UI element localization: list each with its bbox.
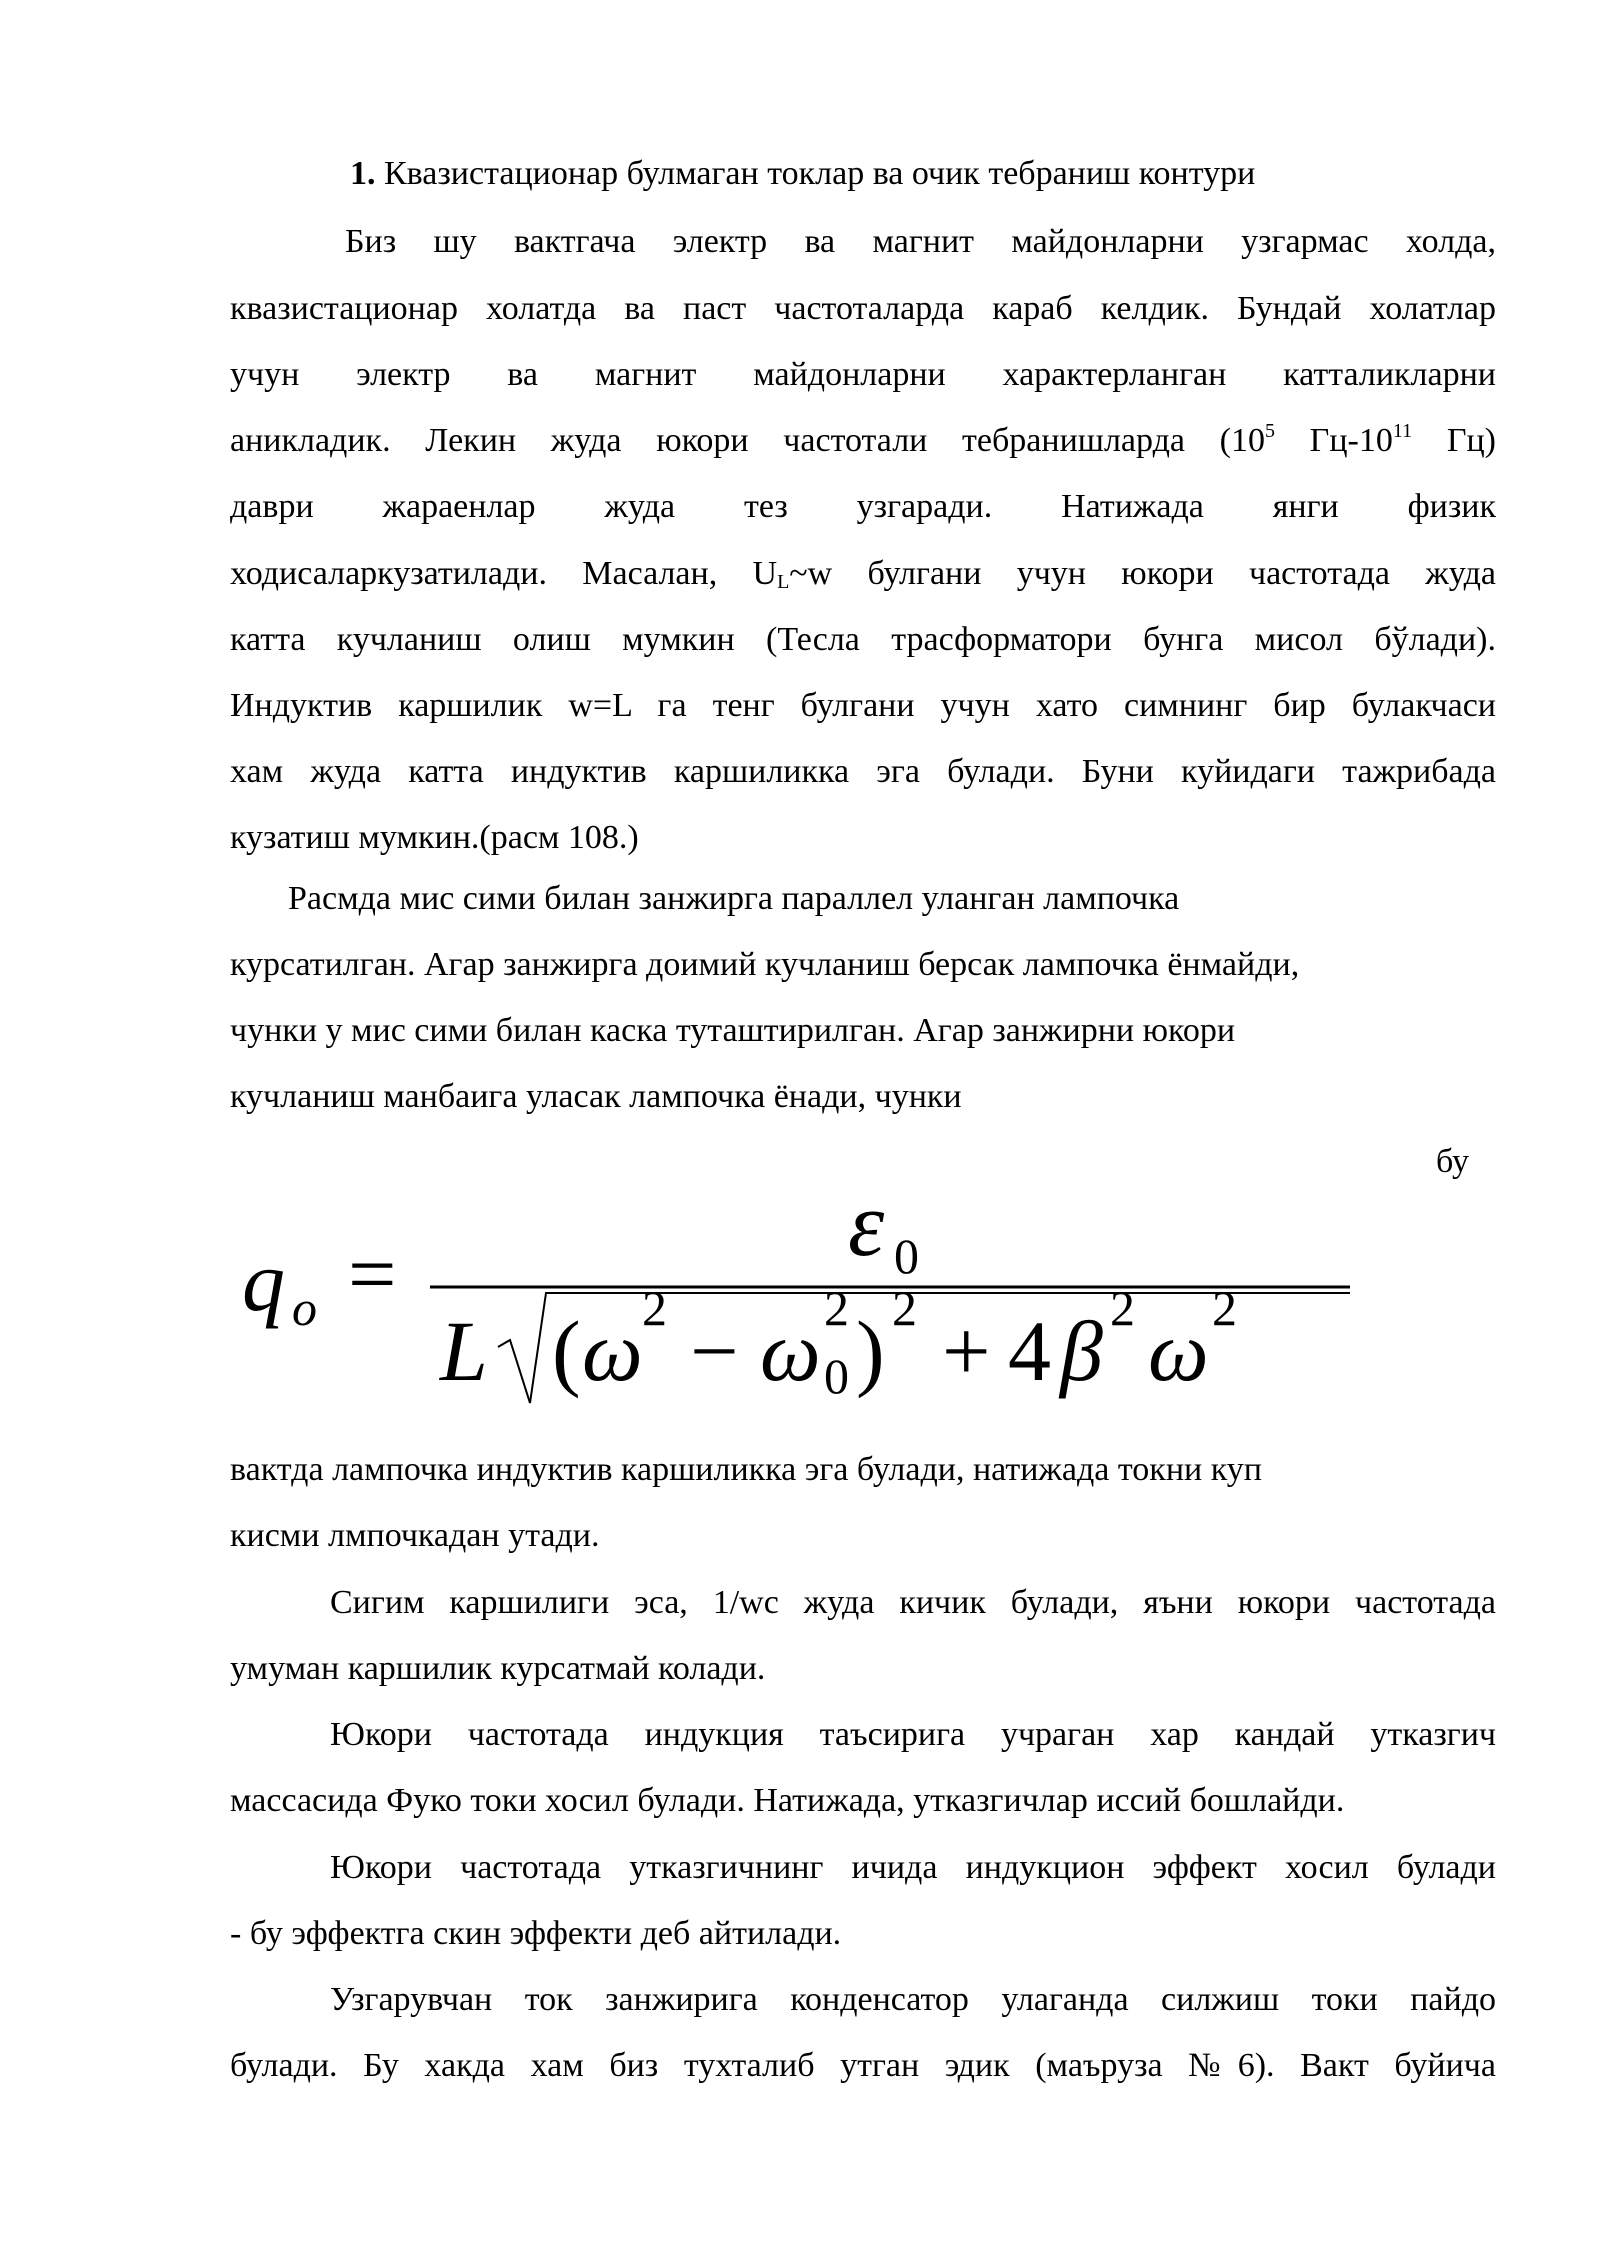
paragraph-1-line-8: Индуктив каршилик w=L га тенг булгани учун хато симнинг бир булакчаси <box>230 687 1496 724</box>
line-4-end: Гц) <box>1412 422 1496 459</box>
formula-exponent-2d: 2 <box>1110 1280 1135 1336</box>
formula-lhs-q: q <box>242 1233 285 1329</box>
paragraph-1-line-3: учун электр ва магнит майдонларни характерланган катталикларни <box>230 356 1496 393</box>
formula-lhs-subscript: o <box>292 1280 317 1336</box>
formula-exponent-2a: 2 <box>642 1280 667 1336</box>
formula-plus: + <box>942 1303 991 1399</box>
section-title: Квазистационар булмаган токлар ва очик тебраниш контури <box>384 155 1256 192</box>
paragraph-1-line-4 <box>230 419 1496 463</box>
paragraph-2-line-3: чунки у мис сими билан каска туташтирилган. Агар занжирни юкори <box>230 1012 1236 1049</box>
paragraph-4-line-2: умуман каршилик курсатмай колади. <box>230 1650 766 1687</box>
formula-four: 4 <box>1008 1303 1051 1399</box>
paragraph-7-line-2: булади. Бу хакда хам биз тухталиб утган эдик (маъруза №6). Вакт буйича <box>230 2047 1496 2084</box>
line-4-start: аникладик. Лекин жуда юкори частотали тебранишларда (10 <box>230 422 1265 459</box>
subscript-L: L <box>777 571 790 593</box>
formula-exponent-2e: 2 <box>1212 1280 1237 1336</box>
formula-numerator-epsilon: ε <box>848 1175 885 1275</box>
paragraph-3-line-1: вактда лампочка индуктив каршиликка эга булади, натижада токни куп <box>230 1451 1262 1488</box>
paragraph-2-line-2: курсатилган. Агар занжирга доимий кучланиш берсак лампочка ёнмайди, <box>230 946 1300 983</box>
exponent-11: 11 <box>1392 420 1413 442</box>
paragraph-1-line-10: кузатиш мумкин.(расм 108.) <box>230 819 639 856</box>
line-4-mid: Гц-10 <box>1274 422 1393 459</box>
section-heading <box>350 152 1255 196</box>
line-6-start: ходисаларкузатилади. Масалан, U <box>230 555 778 592</box>
paragraph-1-line-6 <box>230 552 1496 596</box>
formula-omega: ω <box>582 1303 643 1399</box>
paragraph-7-line-1: Узгарувчан ток занжирига конденсатор улаганда силжиш токи пайдо <box>330 1981 1496 2018</box>
formula-denominator-L: L <box>440 1303 488 1399</box>
formula-omega-last: ω <box>1148 1303 1209 1399</box>
paragraph-2-trailing-word: бу <box>1436 1143 1470 1180</box>
paragraph-1-line-5: даври жараенлар жуда тез узгаради. Натижада янги физик <box>230 488 1496 525</box>
paragraph-4-line-1: Сигим каршилиги эса, 1/wc жуда кичик булади, яъни юкори частотада <box>330 1584 1496 1621</box>
formula-exponent-2b: 2 <box>824 1280 849 1336</box>
formula-svg <box>230 1175 1400 1445</box>
formula-numerator-subscript: 0 <box>894 1228 919 1284</box>
line-6-end: ~w булгани учун юкори частотада жуда <box>789 555 1496 592</box>
paragraph-5-line-1: Юкори частотада индукция таъсирига учраган хар кандай утказгич <box>330 1716 1496 1753</box>
formula-subscript-0: 0 <box>824 1348 849 1404</box>
paragraph-6-line-2: - бу эффектга скин эффекти деб айтилади. <box>230 1915 842 1952</box>
formula-omega-zero: ω <box>760 1303 821 1399</box>
paragraph-1-line-9: хам жуда катта индуктив каршиликка эга булади. Буни куйидаги тажрибада <box>230 753 1496 790</box>
paragraph-2-line-4: кучланиш манбаига уласак лампочка ёнади, чунки <box>230 1078 962 1115</box>
formula-minus: − <box>690 1303 739 1399</box>
paragraph-1-line-7: катта кучланиш олиш мумкин (Тесла трасформатори бунга мисол бўлади). <box>230 621 1496 658</box>
formula-equals: = <box>348 1226 397 1322</box>
exponent-5: 5 <box>1264 420 1275 442</box>
formula-block <box>230 1175 1400 1445</box>
formula-exponent-2c: 2 <box>892 1280 917 1336</box>
formula-beta: β <box>1060 1303 1103 1399</box>
paragraph-5-line-2: массасида Фуко токи хосил булади. Натижада, утказгичлар иссий бошлайди. <box>230 1782 1345 1819</box>
paragraph-2-line-1: Расмда мис сими билан занжирга параллел уланган лампочка <box>288 880 1180 917</box>
formula-open-paren: ( <box>552 1303 581 1399</box>
section-number: 1. <box>350 155 376 192</box>
paragraph-1-line-2: квазистационар холатда ва паст частоталарда караб келдик. Бундай холатлар <box>230 290 1496 327</box>
paragraph-6-line-1: Юкори частотада утказгичнинг ичида индукцион эффект хосил булади <box>330 1849 1496 1886</box>
paragraph-3-line-2: кисми лмпочкадан утади. <box>230 1517 600 1554</box>
formula-close-paren: ) <box>856 1303 885 1399</box>
paragraph-1-line-1: Биз шу вактгача электр ва магнит майдонларни узгармас холда, <box>345 223 1496 260</box>
